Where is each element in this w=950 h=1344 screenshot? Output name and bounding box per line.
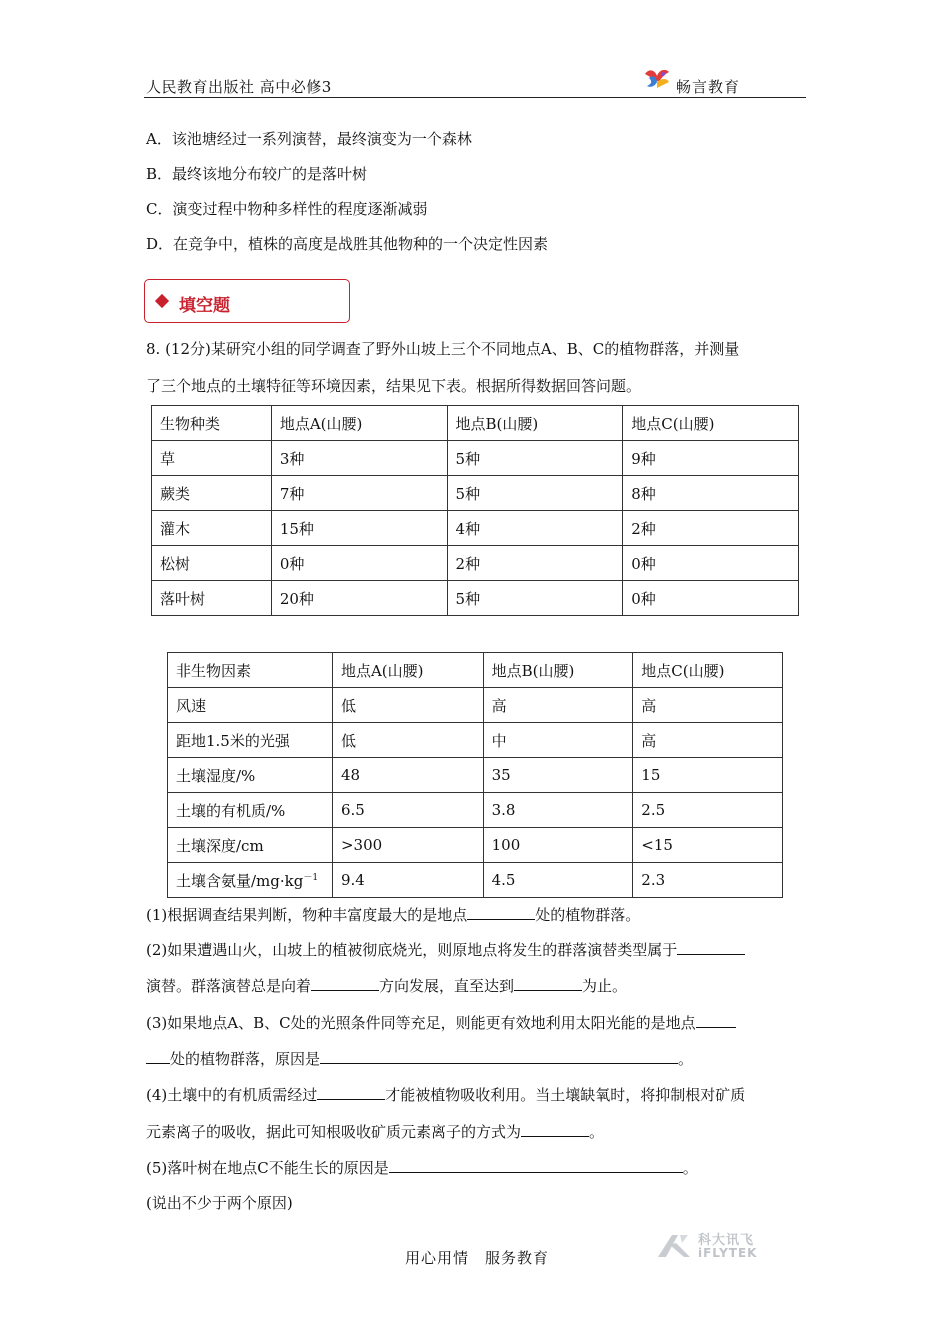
subquestion-text: 处的植物群落。 xyxy=(535,906,641,924)
table-row xyxy=(168,758,783,793)
table-header-cell: 地点B(山腰) xyxy=(447,406,623,441)
table-cell: <15 xyxy=(633,828,783,863)
subquestion-4-line-1 xyxy=(146,1084,745,1105)
table-cell: 15种 xyxy=(271,511,447,546)
table-cell: 8种 xyxy=(623,476,799,511)
subquestion-text: 才能被植物吸收利用。当土壤缺氧时，将抑制根对矿质 xyxy=(385,1086,746,1104)
subquestion-text: (1)根据调查结果判断，物种丰富度最大的是地点 xyxy=(146,906,468,924)
subquestion-text: 演替。群落演替总是向着 xyxy=(146,977,312,995)
table-header-cell: 地点A(山腰) xyxy=(332,653,483,688)
answer-blank[interactable] xyxy=(311,976,379,991)
subquestion-text: 方向发展，直至达到 xyxy=(379,977,515,995)
table-row xyxy=(168,723,783,758)
table-cell: 土壤的有机质/% xyxy=(168,793,333,828)
table-cell xyxy=(168,863,333,898)
environment-table xyxy=(167,652,783,898)
subquestion-1 xyxy=(146,904,640,925)
option-a: A．该池塘经过一系列演替，最终演变为一个森林 xyxy=(146,130,472,148)
table-cell: 4.5 xyxy=(483,863,633,898)
subquestion-2-line-1 xyxy=(146,939,745,960)
table-row xyxy=(168,793,783,828)
table-cell: 100 xyxy=(483,828,633,863)
table-cell: 5种 xyxy=(447,581,623,616)
species-table xyxy=(151,405,799,616)
iflytek-logo xyxy=(654,1229,774,1263)
option-d: D．在竞争中，植株的高度是战胜其他物种的一个决定性因素 xyxy=(146,235,549,253)
section-title: 填空题 xyxy=(179,296,230,316)
table-header-cell: 地点B(山腰) xyxy=(483,653,633,688)
footer-slogan: 用心用情 服务教育 xyxy=(405,1249,550,1267)
logo-en-text: iFLYTEK xyxy=(698,1246,758,1260)
subquestion-3-line-2 xyxy=(146,1048,693,1069)
table-cell: 2种 xyxy=(623,511,799,546)
table-cell: 2.5 xyxy=(633,793,783,828)
subquestion-text: 。 xyxy=(678,1050,694,1068)
table-cell: 6.5 xyxy=(332,793,483,828)
subquestion-5 xyxy=(146,1157,698,1178)
option-c: C．演变过程中物种多样性的程度逐渐减弱 xyxy=(146,200,428,218)
subquestion-text: 。 xyxy=(589,1123,605,1141)
table-header-cell: 非生物因素 xyxy=(168,653,333,688)
table-cell: 土壤湿度/% xyxy=(168,758,333,793)
subquestion-3-line-1 xyxy=(146,1012,736,1033)
table-header-cell: 地点C(山腰) xyxy=(633,653,783,688)
subquestion-text: 元素离子的吸收，据此可知根吸收矿质元素离子的方式为 xyxy=(146,1123,522,1141)
table-row xyxy=(168,863,783,898)
answer-blank[interactable] xyxy=(467,905,535,920)
header-publisher: 人民教育出版社 高中必修3 xyxy=(146,78,332,96)
table-cell: 高 xyxy=(633,723,783,758)
table-cell: 风速 xyxy=(168,688,333,723)
question-line-1: 8. (12分)某研究小组的同学调查了野外山坡上三个不同地点A、B、C的植物群落，并测量 xyxy=(146,340,740,358)
table-cell: 9.4 xyxy=(332,863,483,898)
header-brand: 畅言教育 xyxy=(676,78,741,96)
table-header-cell: 生物种类 xyxy=(152,406,272,441)
section-header xyxy=(144,279,350,323)
table-header-cell: 地点A(山腰) xyxy=(271,406,447,441)
table-cell: 3种 xyxy=(271,441,447,476)
subquestion-text: 为止。 xyxy=(582,977,628,995)
subquestion-text: (5)落叶树在地点C不能生长的原因是 xyxy=(146,1159,389,1177)
answer-blank[interactable] xyxy=(696,1013,736,1028)
table-row xyxy=(152,441,799,476)
table-cell: 35 xyxy=(483,758,633,793)
subquestion-4-line-2 xyxy=(146,1121,604,1142)
table-cell: 15 xyxy=(633,758,783,793)
table-row xyxy=(152,581,799,616)
subquestion-text: (2)如果遭遇山火，山坡上的植被彻底烧光，则原地点将发生的群落演替类型属于 xyxy=(146,941,678,959)
answer-blank[interactable] xyxy=(389,1158,683,1173)
table-cell: 高 xyxy=(633,688,783,723)
table-cell: 7种 xyxy=(271,476,447,511)
subquestion-text: (3)如果地点A、B、C处的光照条件同等充足，则能更有效地利用太阳光能的是地点 xyxy=(146,1014,696,1032)
table-cell: 草 xyxy=(152,441,272,476)
table-cell: 5种 xyxy=(447,441,623,476)
table-header-row xyxy=(168,653,783,688)
table-cell: 9种 xyxy=(623,441,799,476)
table-cell: 2.3 xyxy=(633,863,783,898)
table-cell: 4种 xyxy=(447,511,623,546)
table-header-cell: 地点C(山腰) xyxy=(623,406,799,441)
table-cell: 2种 xyxy=(447,546,623,581)
unit-superscript: －1 xyxy=(303,872,319,883)
table-cell: 20种 xyxy=(271,581,447,616)
answer-blank[interactable] xyxy=(320,1049,678,1064)
diamond-icon xyxy=(155,294,169,308)
table-row xyxy=(168,688,783,723)
table-row xyxy=(168,828,783,863)
bird-logo-icon xyxy=(643,66,671,92)
subquestion-5-note: (说出不少于两个原因) xyxy=(146,1194,293,1212)
table-cell: 0种 xyxy=(271,546,447,581)
subquestion-text: (4)土壤中的有机质需经过 xyxy=(146,1086,318,1104)
table-header-row xyxy=(152,406,799,441)
table-cell: 松树 xyxy=(152,546,272,581)
table-cell: 落叶树 xyxy=(152,581,272,616)
nitrogen-label: 土壤含氨量/mg·kg xyxy=(176,871,304,890)
table-cell: 0种 xyxy=(623,581,799,616)
table-row xyxy=(152,546,799,581)
answer-blank[interactable] xyxy=(677,940,745,955)
iflytek-mark-icon xyxy=(654,1229,694,1263)
table-cell: 3.8 xyxy=(483,793,633,828)
answer-blank[interactable] xyxy=(317,1085,385,1100)
table-cell: 48 xyxy=(332,758,483,793)
table-cell: 蕨类 xyxy=(152,476,272,511)
table-cell: 土壤深度/cm xyxy=(168,828,333,863)
table-cell: 0种 xyxy=(623,546,799,581)
logo-cn-text: 科大讯飞 xyxy=(698,1233,755,1248)
subquestion-text: 处的植物群落，原因是 xyxy=(170,1050,321,1068)
subquestion-2-line-2 xyxy=(146,975,627,996)
table-cell: 高 xyxy=(483,688,633,723)
table-cell: 中 xyxy=(483,723,633,758)
subquestion-text: 。 xyxy=(682,1159,698,1177)
table-row xyxy=(152,476,799,511)
question-line-2: 了三个地点的土壤特征等环境因素，结果见下表。根据所得数据回答问题。 xyxy=(146,377,642,395)
table-cell: >300 xyxy=(332,828,483,863)
table-row xyxy=(152,511,799,546)
answer-blank[interactable] xyxy=(514,976,582,991)
answer-blank[interactable] xyxy=(146,1049,170,1064)
table-cell: 距地1.5米的光强 xyxy=(168,723,333,758)
table-cell: 低 xyxy=(332,688,483,723)
header-divider xyxy=(144,97,806,98)
table-cell: 灌木 xyxy=(152,511,272,546)
answer-blank[interactable] xyxy=(521,1122,589,1137)
table-cell: 5种 xyxy=(447,476,623,511)
table-cell: 低 xyxy=(332,723,483,758)
option-b: B．最终该地分布较广的是落叶树 xyxy=(146,165,368,183)
